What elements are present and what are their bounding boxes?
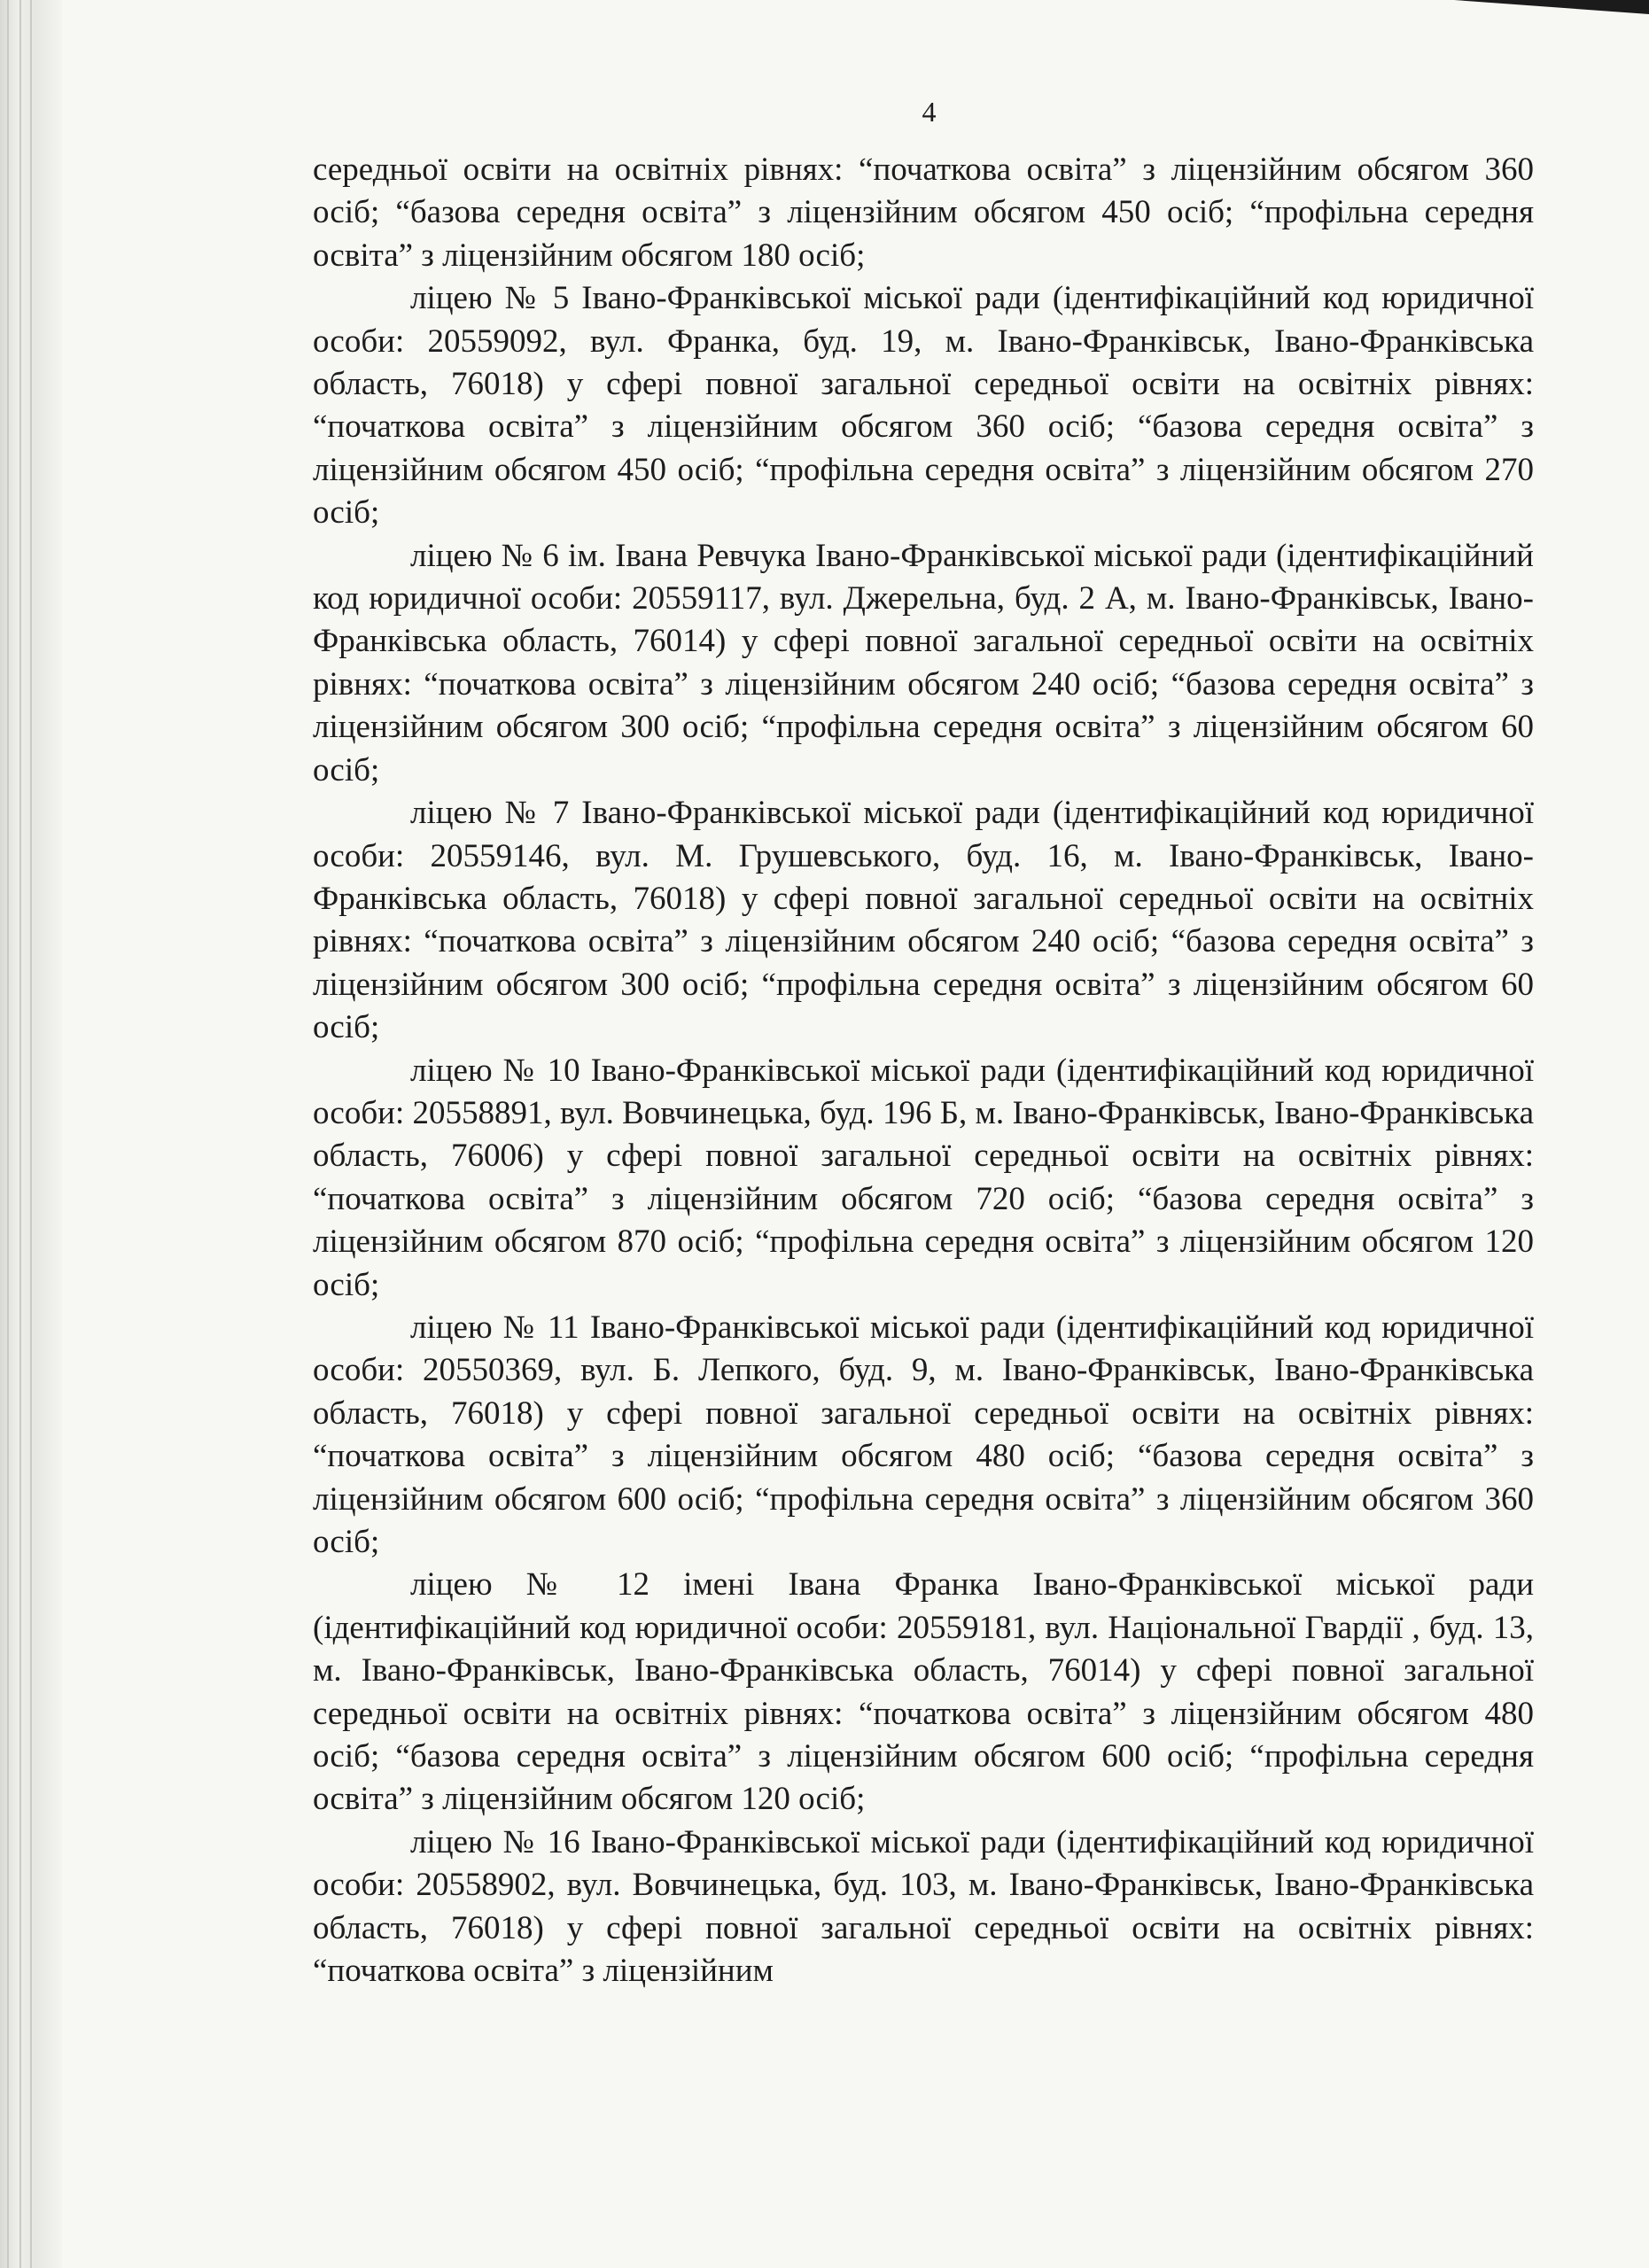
- scan-left-edge: [0, 0, 62, 2268]
- page-edge-line: [19, 0, 21, 2268]
- paragraph-lyceum-12: ліцею № 12 імені Івана Франка Івано-Франківської міської ради (ідентифікаційний код юридичної особи: 20559181, вул. Національної Гвардії , буд. 13, м. Івано-Франківськ, Івано-Франківська область, 76014) у сфері повної загальної середньої освіти на освітніх рівнях: “початкова освіта” з ліцензійним обсягом 480 осіб; “базова середня освіта” з ліцензійним обсягом 600 осіб; “профільна середня освіта” з ліцензійним обсягом 120 осіб;: [313, 1566, 1534, 1818]
- document-body: [313, 149, 1534, 1992]
- paragraph-lyceum-7: ліцею № 7 Івано-Франківської міської ради (ідентифікаційний код юридичної особи: 20559146, вул. М. Грушевського, буд. 16, м. Івано-Франківськ, Івано-Франківська область, 76018) у сфері повної загальної середньої освіти на освітніх рівнях: “початкова освіта” з ліцензійним обсягом 240 осіб; “базова середня освіта” з ліцензійним обсягом 300 осіб; “профільна середня освіта” з ліцензійним обсягом 60 осіб;: [313, 795, 1534, 1046]
- paragraph-lyceum-5: ліцею № 5 Івано-Франківської міської ради (ідентифікаційний код юридичної особи: 20559092, вул. Франка, буд. 19, м. Івано-Франківськ, Івано-Франківська область, 76018) у сфері повної загальної середньої освіти на освітніх рівнях: “початкова освіта” з ліцензійним обсягом 360 осіб; “базова середня освіта” з ліцензійним обсягом 450 осіб; “профільна середня освіта” з ліцензійним обсягом 270 осіб;: [313, 280, 1534, 532]
- page-edge-line: [7, 0, 9, 2268]
- paragraph-lyceum-6: ліцею № 6 ім. Івана Ревчука Івано-Франківської міської ради (ідентифікаційний код юридичної особи: 20559117, вул. Джерельна, буд. 2 А, м. Івано-Франківськ, Івано-Франківська область, 76014) у сфері повної загальної середньої освіти на освітніх рівнях: “початкова освіта” з ліцензійним обсягом 240 осіб; “базова середня освіта” з ліцензійним обсягом 300 осіб; “профільна середня освіта” з ліцензійним обсягом 60 осіб;: [313, 537, 1534, 788]
- page-number: 4: [922, 96, 937, 128]
- scan-corner-shadow: [1454, 0, 1649, 14]
- paragraph-continuation: середньої освіти на освітніх рівнях: “початкова освіта” з ліцензійним обсягом 360 осіб; “базова середня освіта” з ліцензійним обсягом 450 осіб; “профільна середня освіта” з ліцензійним обсягом 180 осіб;: [313, 151, 1534, 274]
- paragraph-lyceum-10: ліцею № 10 Івано-Франківської міської ради (ідентифікаційний код юридичної особи: 20558891, вул. Вовчинецька, буд. 196 Б, м. Івано-Франківськ, Івано-Франківська область, 76006) у сфері повної загальної середньої освіти на освітніх рівнях: “початкова освіта” з ліцензійним обсягом 720 осіб; “базова середня освіта” з ліцензійним обсягом 870 осіб; “профільна середня освіта” з ліцензійним обсягом 120 осіб;: [313, 1052, 1534, 1303]
- paragraph-lyceum-11: ліцею № 11 Івано-Франківської міської ради (ідентифікаційний код юридичної особи: 20550369, вул. Б. Лепкого, буд. 9, м. Івано-Франківськ, Івано-Франківська область, 76018) у сфері повної загальної середньої освіти на освітніх рівнях: “початкова освіта” з ліцензійним обсягом 480 осіб; “базова середня освіта” з ліцензійним обсягом 600 осіб; “профільна середня освіта” з ліцензійним обсягом 360 осіб;: [313, 1309, 1534, 1560]
- paragraph-lyceum-16: ліцею № 16 Івано-Франківської міської ради (ідентифікаційний код юридичної особи: 20558902, вул. Вовчинецька, буд. 103, м. Івано-Франківськ, Івано-Франківська область, 76018) у сфері повної загальної середньої освіти на освітніх рівнях: “початкова освіта” з ліцензійним: [313, 1823, 1534, 1990]
- page-edge-line: [30, 0, 32, 2268]
